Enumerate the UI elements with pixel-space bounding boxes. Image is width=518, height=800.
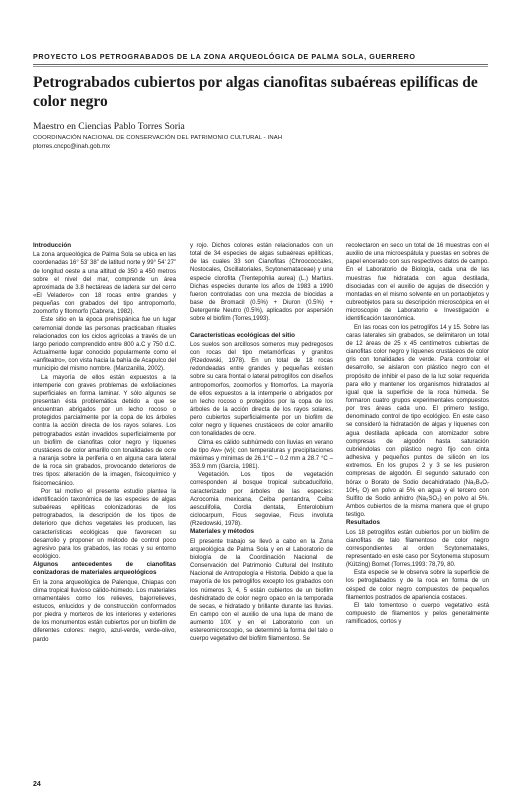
header-rule-thin: [33, 66, 488, 67]
paragraph: En la zona arqueológica de Palenque, Chiapas con clima tropical lluvioso cálido-húmedo. Los materiales ornamentales como los relieves, bajorrelieves, estucos, enlucidos y de construcción conformados por piedra y morteros de los interiores y exteriores de los monumentos están cubiertos por un biofilm de diferentes colores: negro, azul-verde, verde-olivo, pardo: [33, 579, 176, 643]
paragraph: El talo tomentoso o cuerpo vegetativo está compuesto de filamentos y pelos generalmente ramificados, cortos y: [346, 602, 489, 626]
page-number: 24: [33, 781, 41, 788]
paragraph: Este sitio en la época prehispánica fue un lugar ceremonial donde las personas practicaban rituales relacionados con los ciclos agrícolas a través de un largo periodo comprendido entre 800 a.C y 750 d.C. Actualmente lugar conocido popularmente como el «anfiteatro», con vista hacia la bahía de Acapulco del municipio del mismo nombre. (Manzanilla, 2002).: [33, 317, 176, 373]
article-title: Petrograbados cubiertos por algas cianofitas subaéreas epilíficas de color negro: [33, 74, 478, 110]
section-heading-introduccion: Introducción: [33, 242, 72, 249]
column-3: [346, 242, 489, 762]
author-affiliation: COORDINACIÓN NACIONAL DE CONSERVACIÓN DEL PATRIMONIO CULTURAL - INAH: [33, 135, 283, 141]
paragraph: La mayoría de ellos están expuestos a la intemperie con graves problemas de exfoliaciones superficiales en forma laminar. Y sólo algunos se presentan ésta problemática debido a que se encuentran abrigados por un lecho rocoso o protegidos parcialmente por la copa de los árboles contra la acción directa de los rayos solares. Los petrograbados están invadidos superficialmente por un biofilm de cianofitas color negro y líquenes crustáceos de color amarillo con tonalidades de ocre a naranja sobre la periferia o en alguna cara lateral de la roca sin grabados, provocando deterioros de tres tipos: alteración de la imagen, fisicoquímico y fisicomecánico.: [33, 374, 176, 487]
paragraph: La zona arqueológica de Palma Sola se ubica en las coordenadas 16° 53’ 38” de latitud norte y 99° 54’ 27” de longitud oeste a una altitud de 350 a 450 metros sobre el nivel del mar, comprende un área aproximada de 3.8 hectáreas de ladera sur del cerro «El Veladero» con 18 rocas entre grandes y pequeñas con grabados del tipo antropomorfo, zoomorfo y fitomorfo (Cabrera, 1982).: [33, 252, 176, 316]
paragraph: recolectaron en seco un total de 16 muestras con el auxilio de una microespátula y puestas en sobres de papel encerado con sus respectivos datos de campo. En el Laboratorio de Biología, cada una de las muestras fue hidratada con agua destilada, disociadas con el auxilio de agujas de disección y montadas en el mismo solvente en un portaobjetos y cubreobjetos para su descripción microscópica en el microscopio de Laboratorio e Investigación e identificación taxonómica.: [346, 243, 489, 323]
paragraph: Vegetación. Los tipos de vegetación corresponden al bosque tropical subcaducifolio, caracterizado por árboles de las especies: Acrocomia mexicana, Ceiba pentandra, Ceiba aesculifolia, Cordia dentata, Enterolobium ciclocarpum, Ficus segoviae, Ficus involuta (Rzedowski, 1978).: [190, 472, 333, 528]
paragraph: y rojo. Dichos colores están relacionados con un total de 34 especies de algas subaéreas epilíticas, de las cuales 33 son Cianofitas (Chroococcales, Nostocales, Oscillatoriales, Scytonemataceae) y una especie clorofita (Trentepohlia aurea) (L.) Martius. Dichas especies durante los años de 1983 a 1990 fueron controladas con una mezcla de biocidas a base de Bromacil (0.5%) + Diuron (0.5%) + Detergente Neutro (0.5%), aplicados por aspersión sobre el biofilm (Torres,1993).: [190, 243, 333, 323]
section-heading-caracteristicas: Características ecológicas del sitio: [190, 331, 295, 339]
column-1: [33, 242, 176, 762]
column-2: [190, 242, 333, 762]
paragraph: El presente trabajo se llevó a cabo en la Zona arqueológica de Palma Sola y en el Laboratorio de biología de la Coordinación Nacional de Conservación del Patrimonio Cultural del Instituto Nacional de Antropología e Historia. Debido a que la mayoría de los petroglifos excepto los grabados con los números 3, 4, 5 están cubiertos de un biofilm deshidratado de color negro opaco en la temporada de secas, e hidratado y brillante durante las lluvias. En campo con el auxilio de una lupa de mano de aumento 10X y en el Laboratorio con un estereomicroscopio, se determinó la forma del talo o cuerpo vegetativo del biofilm filamentoso. Se: [190, 538, 333, 643]
paragraph: Clima es cálido subhúmedo con lluvias en verano de tipo Aw» (w)i; con temperaturas y precipitaciones máximas y mínimas de 26.1°C – 0.2 mm a 28.7 °C – 353.9 mm (García, 1981).: [190, 439, 333, 471]
paragraph: Los suelos son arcillosos someros muy pedregosos con rocas del tipo metamórficas y granitos (Rzedowski, 1978). En un total de 18 rocas redondeadas entre grandes y pequeñas existen sobre su cara frontal o lateral petroglifos con diseños antropomorfos, zoomorfos y fitomorfos. La mayoría de ellos expuestos a la intemperie o abrigados por un lecho rocoso o protegidos por la copa de los árboles de la acción directa de los rayos solares, pero cubiertos superficialmente por un biofilm de color negro y líquenes crustáceos de color amarillo con tonalidades de ocre.: [190, 341, 333, 438]
paragraph: Por tal motivo el presente estudio plantea la identificación taxonómica de las especies de algas subaéreas epilíticas colonizadoras de los petrograbados, la descripción de los tipos de deterioro que dichos vegetales les producen, las características ecológicas que favorecen su desarrollo y proponer un método de control poco agresivo para los grabados, las rocas y su entorno ecológico.: [33, 488, 176, 560]
paragraph: Los 18 petroglifos están cubiertos por un biofilm de cianofitas de talo filamentoso de color negro correspondientes al orden Scytonematales, representado en este caso por Scytonema stuposum (Kützing) Bornet (Torres,1993: 78,79, 80.: [346, 529, 489, 569]
author-name: Maestro en Ciencias Pablo Torres Soria: [33, 121, 185, 132]
section-heading-resultados: Resultados: [346, 519, 380, 527]
header-rule: [33, 64, 488, 65]
section-heading-antecedentes: Algunos antecedentes de cianofitas conizadoras de materiales arqueológicos: [33, 561, 176, 577]
running-head: PROYECTO LOS PETROGRABADOS DE LA ZONA ARQUEOLÓGICA DE PALMA SOLA, GUERRERO: [33, 52, 416, 61]
author-email[interactable]: ptorres.cncpc@inah.gob.mx: [33, 143, 111, 150]
paragraph: En las rocas con los petroglifos 14 y 15. Sobre las caras laterales sin grabados, se delimitaron un total de 12 áreas de 25 x 45 centímetros cubiertas de cianofitas color negro y líquenes crustáceos de color gris con tonalidades de verde. Para controlar el desarrollo, se aislaron con plástico negro con el propósito de inhibir el paso de la luz solar requerida para ello y mantener los organismos hidratados al igual que la superficie de la roca húmeda. Se formaron cuatro grupos experimentales compuestos por tres áreas cada uno. El primero testigo, denominado control de tipo ecológico. En este caso se consideró la hidratación de algas y líquenes con agua destilada aplicada con atomizador sobre compresas de algodón hasta saturación cubriéndolas con plástico negro fijo con cinta adhesiva y pequeños puntos de silicón en los extremos. En los grupos 2 y 3 se les pusieron compresas de algodón. El segundo saturado con bórax o Borato de Sodio decahidratado (Na₂B₄O₇ 10H₂ O) en polvo al 5% en agua y el tercero con Sulfito de Sodio anhidro (Na₂SO₃) en polvo al 5%. Ambos cubiertos de la misma manera que el grupo testigo.: [346, 324, 489, 519]
paragraph: Esta especie se le observa sobre la superficie de los petroglabados y de la roca en forma de un césped de color negro compuestos de pequeños filamentos postrados de apariencia costaces.: [346, 570, 489, 601]
section-heading-materiales: Materiales y métodos: [190, 528, 255, 536]
